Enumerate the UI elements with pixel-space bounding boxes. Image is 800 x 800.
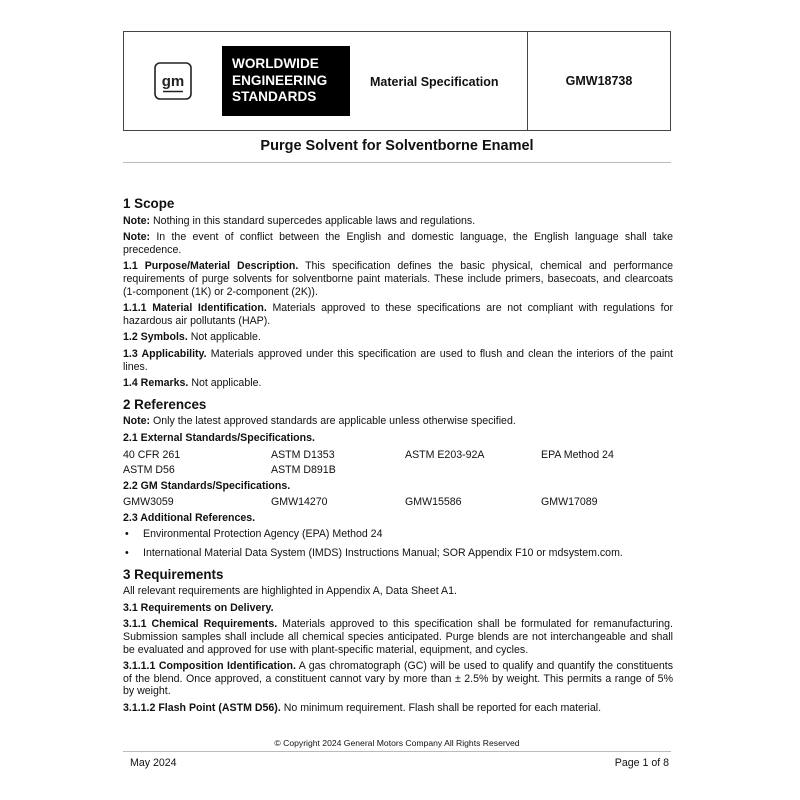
bullet-icon: •: [125, 528, 129, 541]
copyright: © Copyright 2024 General Motors Company All Rights Reserved: [274, 738, 520, 748]
external-standard: ASTM E203-92A: [405, 448, 485, 461]
worldwide-standards-block: [222, 46, 350, 116]
list-item: • Environmental Protection Agency (EPA) Method 24: [125, 528, 383, 541]
list-item: • International Material Data System (IMDS) Instructions Manual; SOR Appendix F10 or mdsystem.com.: [125, 547, 623, 560]
gm-standard: GMW14270: [271, 496, 328, 509]
section-2-2-heading: 2.2 GM Standards/Specifications.: [123, 479, 291, 492]
section-3-heading: 3 Requirements: [123, 566, 224, 582]
gm-logo-text: gm: [161, 73, 185, 90]
references-note: Note: Only the latest approved standards are applicable unless otherwise specified.: [123, 415, 516, 428]
standards-line-1: WORLDWIDE: [232, 56, 319, 71]
scope-note-1: Note: Nothing in this standard supercedes applicable laws and regulations.: [123, 214, 476, 227]
scope-note-2: Note: In the event of conflict between the English and domestic language, the English language shall take precedence.: [123, 231, 673, 256]
external-standard: ASTM D891B: [271, 464, 336, 477]
external-standard: ASTM D1353: [271, 448, 335, 461]
standards-line-2: ENGINEERING: [232, 72, 328, 88]
section-1-2: 1.2 Symbols. Not applicable.: [123, 331, 261, 344]
header-left-cell: [124, 32, 528, 130]
section-3-1-1-2: 3.1.1.2 Flash Point (ASTM D56). No minimum requirement. Flash shall be reported for each material.: [123, 702, 602, 714]
section-1-1: 1.1 Purpose/Material Description. This specification defines the basic physical, chemical and performance requirements of purge solvents for solventborne paint materials. These include primers, basecoats, and clearcoats (1-component (1K) or 2-component (2K)).: [123, 260, 674, 298]
section-3-1-heading: 3.1 Requirements on Delivery.: [123, 601, 274, 614]
section-1-heading: 1 Scope: [123, 196, 175, 211]
external-standard: EPA Method 24: [541, 448, 614, 461]
footer-divider: [123, 751, 671, 752]
requirements-intro: All relevant requirements are highlighted in Appendix A, Data Sheet A1.: [123, 585, 457, 598]
title-divider: [123, 162, 671, 163]
section-3-1-1-1: 3.1.1.1 Composition Identification. A gas chromatograph (GC) will be used to qualify and quantify the constituents of the blend. Once approved, a constituent cannot vary by more than ± 2.5% by weight. This permits a range of 5% by weight.: [123, 660, 673, 698]
external-standards-row-2: [123, 464, 673, 477]
section-3-1-1: 3.1.1 Chemical Requirements. Materials approved to this specification shall be formulated for remanufacturing. Submission samples shall include all chemical species anticipated. Purge blends are not interchangeable and shall be evaluated and approved for use with plant-specific material, equipment, and cycles.: [123, 618, 673, 656]
document-body: [123, 198, 673, 719]
standards-line-3: STANDARDS: [232, 89, 317, 105]
section-1-4: 1.4 Remarks. Not applicable.: [123, 377, 262, 390]
page-title: Purge Solvent for Solventborne Enamel: [260, 138, 534, 154]
doc-type: Material Specification: [370, 75, 499, 89]
gm-standard: GMW15586: [405, 496, 462, 509]
section-1-1-1: 1.1.1 Material Identification. Materials approved to these specifications are not compliant with regulations for hazardous air pollutants (HAP).: [123, 302, 673, 327]
header-box: [123, 31, 671, 131]
section-2-heading: 2 References: [123, 396, 207, 412]
gm-standard: GMW3059: [123, 496, 174, 509]
section-2-3-heading: 2.3 Additional References.: [123, 511, 256, 524]
external-standard: ASTM D56: [123, 464, 175, 477]
footer-date: May 2024: [130, 757, 177, 769]
doc-number: GMW18738: [565, 74, 633, 88]
bullet-icon: •: [125, 547, 129, 560]
external-standards-row-1: [123, 449, 673, 462]
external-standard: 40 CFR 261: [123, 448, 181, 461]
additional-references-list: [123, 528, 673, 559]
gm-standard: GMW17089: [541, 496, 598, 509]
gm-logo-icon: [154, 62, 192, 100]
section-2-1-heading: 2.1 External Standards/Specifications.: [123, 431, 315, 444]
footer-page-number: Page 1 of 8: [614, 757, 669, 769]
section-1-3: 1.3 Applicability. Materials approved under this specification are used to flush and clean the interiors of the paint lines.: [123, 347, 674, 373]
gm-standards-row: [123, 496, 673, 509]
